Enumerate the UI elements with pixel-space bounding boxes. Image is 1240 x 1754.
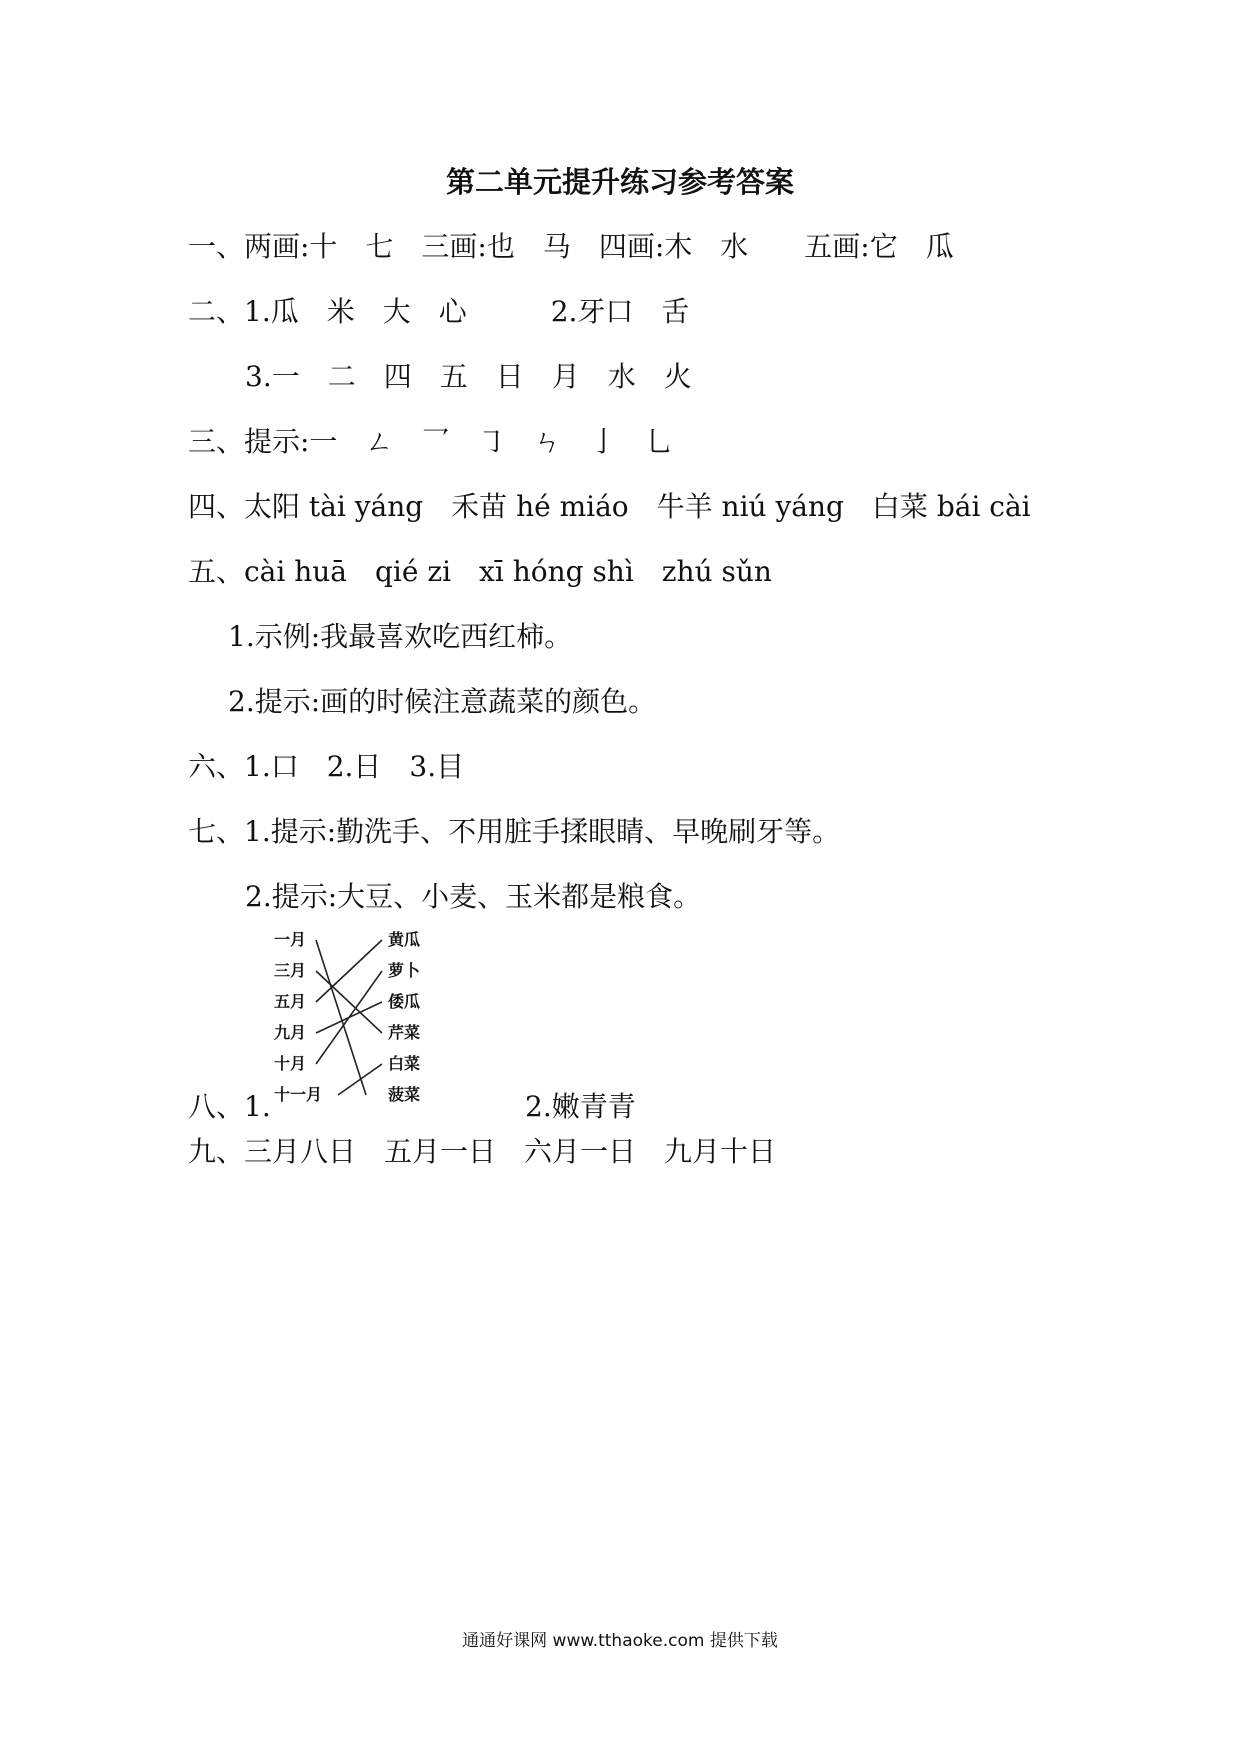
answer-section-9: 九、三月八日 五月一日 六月一日 九月十日 xyxy=(188,1135,777,1168)
page-title: 第二单元提升练习参考答案 xyxy=(445,165,794,199)
month-label: 十一月 xyxy=(274,1085,323,1104)
footer-text: 通通好课网 www.tthaoke.com 提供下载 xyxy=(462,1631,778,1651)
vegetable-label: 萝卜 xyxy=(388,961,421,980)
month-label: 三月 xyxy=(274,961,307,980)
month-label: 九月 xyxy=(274,1023,307,1042)
vegetable-label: 白菜 xyxy=(388,1054,421,1073)
answer-section-5: 五、cài huā qié zi xī hóng shì zhú sǔn xyxy=(188,555,772,588)
month-label: 十月 xyxy=(274,1054,307,1073)
answer-section-5-item-2: 2.提示:画的时候注意蔬菜的颜色。 xyxy=(228,685,657,718)
answer-section-7-item-2: 2.提示:大豆、小麦、玉米都是粮食。 xyxy=(245,880,702,913)
answer-section-7-item-1: 七、1.提示:勤洗手、不用脏手揉眼睛、早晚刷牙等。 xyxy=(188,815,841,848)
month-label: 一月 xyxy=(274,930,307,949)
month-label: 五月 xyxy=(274,992,307,1011)
matching-diagram xyxy=(270,930,450,1122)
answer-section-4: 四、太阳 tài yáng 禾苗 hé miáo 牛羊 niú yáng 白菜 bái cài xyxy=(188,490,1031,523)
answer-section-6: 六、1.口 2.日 3.目 xyxy=(188,750,465,783)
answer-section-2-line-2: 3.一 二 四 五 日 月 水 火 xyxy=(245,360,692,393)
answer-section-2-line-1: 二、1.瓜 米 大 心 2.牙口 舌 xyxy=(188,295,690,328)
match-line xyxy=(316,971,382,1033)
answer-section-8-item-2: 2.嫩青青 xyxy=(525,1090,636,1123)
matching-lines xyxy=(270,930,450,1122)
match-line xyxy=(316,940,366,1095)
match-line xyxy=(338,1064,382,1095)
match-line xyxy=(316,971,382,1064)
answer-section-5-item-1: 1.示例:我最喜欢吃西红柿。 xyxy=(228,620,573,653)
vegetable-label: 黄瓜 xyxy=(388,930,421,949)
vegetable-label: 菠菜 xyxy=(388,1085,421,1104)
vegetable-label: 芹菜 xyxy=(388,1023,421,1042)
vegetable-label: 倭瓜 xyxy=(388,992,421,1011)
answer-section-8-prefix: 八、1. xyxy=(188,1090,271,1123)
answer-section-1: 一、两画:十 七 三画:也 马 四画:木 水 五画:它 瓜 xyxy=(188,230,954,263)
answer-section-3: 三、提示:一 ㄥ 乛 ㇆ ㄣ 亅 乚 xyxy=(188,425,674,458)
